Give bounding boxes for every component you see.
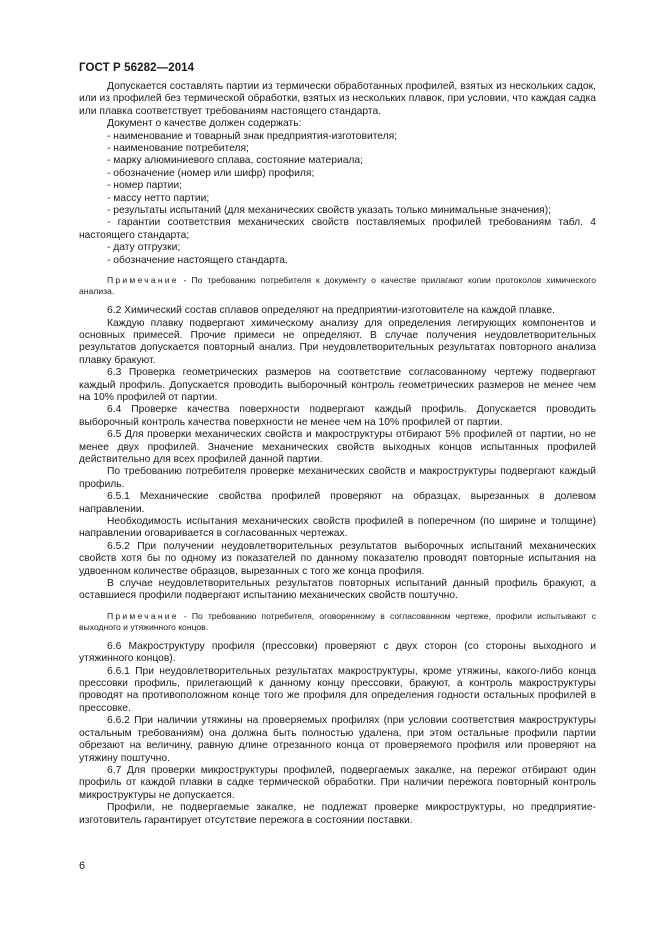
paragraph: 6.2 Химический состав сплавов определяют на предприятии-изготовителе на каждой плавке. <box>107 305 555 317</box>
paragraph: Каждую плавку подвергают химическому анализу для определения легирующих компонентов и основных примесей. Прочие примеси не определяют. В случае получения неудовлетворительных результатов допускается повторный анализ. При неудовлетворительных результатах повторного анализа плавку бракуют. <box>79 317 596 366</box>
note-label: Примечание <box>107 275 179 286</box>
paragraph: 6.6.1 При неудовлетворительных результатах макроструктуры, кроме утяжины, какого-либо конца прессовки профиль, прилегающий к данному концу прессовки, бракуют, а контроль макроструктуры проводят на противоположном конце того же профиля для определения годности остальных профилей в прессовке. <box>79 665 596 714</box>
paragraph: 6.7 Для проверки микроструктуры профилей, подвергаемых закалке, на пережог отбирают один профиль от каждой плавки в садке термической обработки. При наличии пережога повторный контроль микроструктуры не допускается. <box>79 764 596 801</box>
paragraph: Документ о качестве должен содержать: <box>107 118 302 130</box>
paragraph: Профили, не подвергаемые закалке, не подлежат проверке микроструктуры, но предприятие-изготовитель гарантирует отсутствие пережога в состоянии поставки. <box>79 802 596 826</box>
list-item: - массу нетто партии; <box>107 192 210 204</box>
list-item: - дату отгрузки; <box>107 242 181 254</box>
document-code: ГОСТ Р 56282—2014 <box>79 62 195 74</box>
list-item: - обозначение (номер или шифр) профиля; <box>107 167 315 179</box>
list-item: - обозначение настоящего стандарта. <box>107 254 288 266</box>
list-item: - гарантии соответствия механических свойств поставляемых профилей требованиям табл. 4 настоящего стандарта; <box>79 217 596 241</box>
paragraph: 6.3 Проверка геометрических размеров на соответствие согласованному чертежу подвергают каждый профиль. Допускается проводить выборочный контроль геометрических размеров не менее чем на 10% профилей от партии. <box>79 367 596 403</box>
note-text: - По требованию потребителя, оговоренному в согласованном чертеже, профили испытывают с выходного и утяжинного концов. <box>79 610 596 632</box>
page-number: 6 <box>79 860 86 872</box>
paragraph: 6.6.2 При наличии утяжины на проверяемых профилях (при условии соответствия макроструктуры остальным требованиям) она должна быть полностью удалена, при этом остальные профили партии обрезают на величину, равную длине отрезанного конца от проверяемого профиля или проверяют на утяжину поштучно. <box>79 715 596 764</box>
list-item: - марку алюминиевого сплава, состояние материала; <box>107 155 364 167</box>
note-label: Примечание <box>107 610 179 621</box>
paragraph: 6.5.2 При получении неудовлетворительных результатов выборочных испытаний механических свойств хотя бы по одному из показателей по данному показателю проводят повторные испытания на удвоенном количестве образцов, вырезанных с того же конца профиля. <box>79 540 596 577</box>
paragraph: 6.5 Для проверки механических свойств и макроструктуры отбирают 5% профилей от партии, но не менее двух профилей. Значение механических свойств выходных концов испытанных профилей действительно для всех профилей данной партии. <box>79 429 596 465</box>
paragraph: Допускается составлять партии из термически обработанных профилей, взятых из нескольких садок, или из профилей без термической обработки, взятых из нескольких плавок, при условии, что каждая садка или плавка соответствует требованиям настоящего стандарта. <box>79 81 596 117</box>
paragraph: Необходимость испытания механических свойств профилей в поперечном (по ширине и толщине) направлении оговаривается в согласованных чертежах. <box>79 516 596 540</box>
paragraph: 6.5.1 Механические свойства профилей проверяют на образцах, вырезанных в долевом направлении. <box>79 491 596 515</box>
document-body <box>79 81 596 827</box>
paragraph: 6.4 Проверке качества поверхности подвергают каждый профиль. Допускается проводить выборочный контроль качества поверхности не менее чем на 10% профилей от партии. <box>79 404 596 428</box>
note-1 <box>79 275 596 297</box>
paragraph: В случае неудовлетворительных результатов повторных испытаний данный профиль бракуют, а оставшиеся профили подвергают испытанию механических свойств поштучно. <box>79 578 596 602</box>
note-text: - По требованию потребителя к документу о качестве прилагают копии протоколов химического анализа. <box>79 275 596 297</box>
paragraph: По требованию потребителя проверке механических свойств и макроструктуры подвергают каждый профиль. <box>79 466 596 490</box>
note-2 <box>79 611 596 633</box>
paragraph: 6.6 Макроструктуру профиля (прессовки) проверяют с двух сторон (со стороны выходного и утяжинного концов). <box>79 640 596 665</box>
list-item: - результаты испытаний (для механических свойств указать только минимальные значения); <box>107 205 552 217</box>
list-item: - номер партии; <box>107 180 182 192</box>
list-item: - наименование потребителя; <box>107 143 249 155</box>
list-item: - наименование и товарный знак предприятия-изготовителя; <box>107 130 398 142</box>
